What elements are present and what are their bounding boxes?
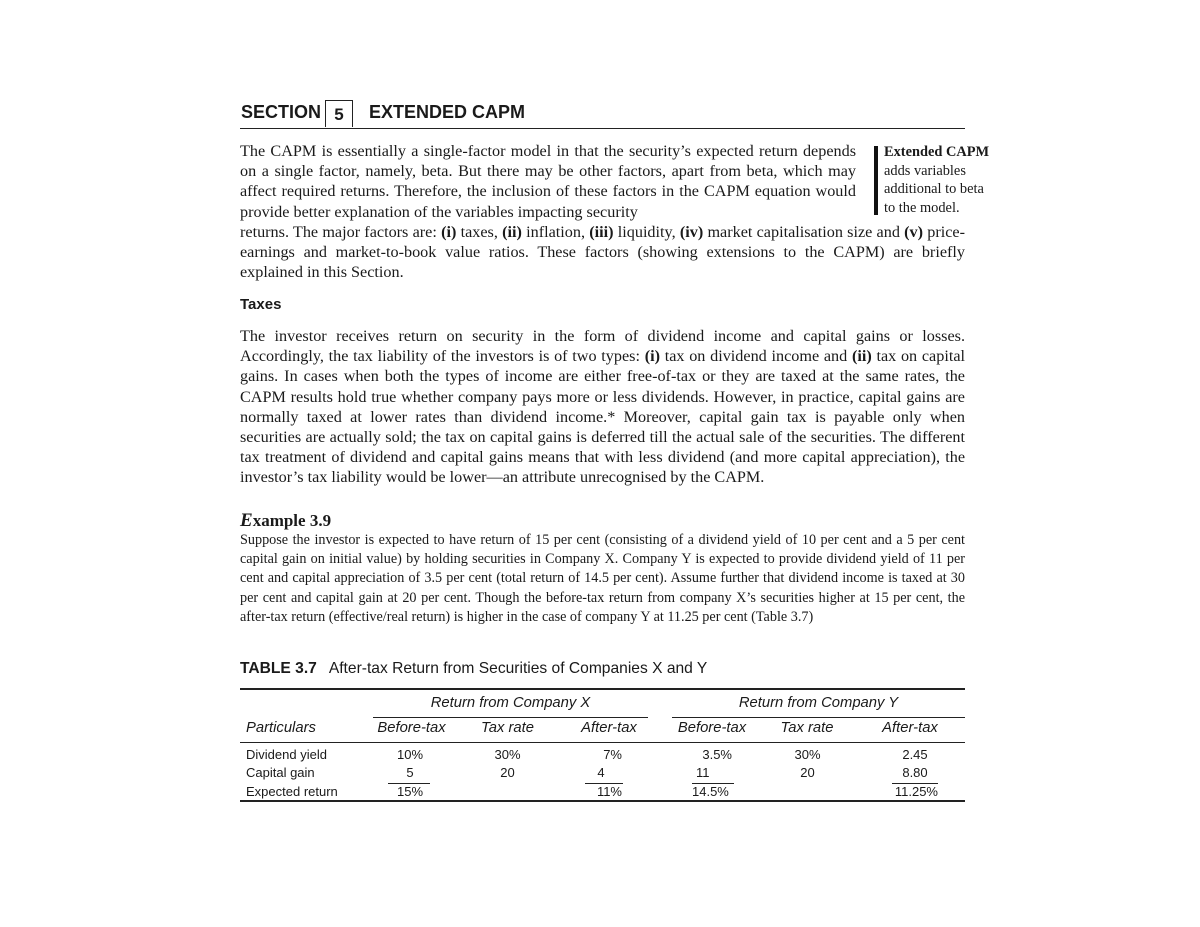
margin-note-title: Extended CAPM: [884, 144, 990, 160]
margin-note-line: adds variables: [884, 162, 966, 179]
margin-note-bar: [874, 146, 878, 215]
margin-note: [884, 143, 999, 217]
intro-paragraph-part1: The CAPM is essentially a single-factor model in that the security’s expected return depends on a single factor, namely, beta. But there may be other factors, apart from beta, which may affect required returns. Therefore, the inclusion of these factors in the CAPM equation would provide better explanation of the variables impacting security: [240, 142, 856, 221]
group-rule-x: [373, 717, 648, 718]
col-header-y-rate: Tax rate: [780, 720, 834, 736]
table-row-label: Expected return: [246, 784, 338, 799]
cell-x-rate: 20: [500, 765, 515, 780]
group-header-company-x: Return from Company X: [430, 695, 591, 711]
col-header-y-after: After-tax: [882, 720, 938, 736]
example-text: Suppose the investor is expected to have return of 15 per cent (consisting of a dividend yield of 10 per cent and a 5 per cent capital gain on initial value) by holding securities in Company X. Company Y is expected to provide dividend yield of 11 per cent and capital appreciation of 3.5 per cent (total return of 14.5 per cent). Assume further that dividend income is taxed at 30 per cent and capital gain at 20 per cent. Though the before-tax return from company X’s securities higher at 15 per cent, the after-tax return (effective/real return) is higher in the case of company Y at 11.25 per cent (Table 3.7): [240, 532, 965, 625]
example-heading: Example 3.9: [240, 510, 332, 531]
taxes-paragraph: The investor receives return on security in the form of dividend income and capital gains or losses. Accordingly, the tax liability of the investors is of two types: (i) tax on dividend income and (ii) tax on capital gains. In cases when both the types of income are either free-of-tax or they are taxed at the same rates, the CAPM results hold true whether company pays more or less dividends. However, in practice, capital gains are normally taxed at lower rates than dividend income.* Moreover, capital gain tax is payable only when securities are actually sold; the tax on capital gains is deferred till the actual sale of the securities. The different tax treatment of dividend and capital gains means that with less dividend (and more capital appreciation), the investor’s tax liability would be lower—an attribute unrecognised by the CAPM.: [240, 327, 966, 487]
table-row-label: Capital gain: [246, 765, 315, 780]
margin-note-line: to the model.: [884, 199, 960, 216]
cell-x-after: 7%: [603, 747, 622, 762]
cell-y-rate: 20: [800, 765, 815, 780]
cell-y-after: 8.80: [902, 765, 928, 780]
section-header: [240, 100, 965, 129]
col-header-x-before: Before-tax: [377, 720, 446, 736]
cell-x-rate: 30%: [494, 747, 521, 762]
cell-y-before: 11: [696, 765, 710, 780]
margin-note-line: additional to beta: [884, 181, 984, 197]
table-top-rule: [240, 688, 965, 690]
intro-paragraph-part2: returns. The major factors are: (i) taxes, (ii) inflation, (iii) liquidity, (iv) market capitalisation size and (v) price-earnings and market-to-book value ratios. These factors (showing extensions to the CAPM) are briefly explained in this Section.: [240, 223, 965, 282]
cell-x-after: 11%: [596, 784, 622, 799]
cell-y-before: 3.5%: [702, 747, 732, 762]
col-header-particulars: Particulars: [246, 720, 316, 736]
section-label: SECTION: [241, 102, 322, 122]
taxes-heading: Taxes: [240, 296, 282, 313]
group-header-company-y: Return from Company Y: [738, 695, 899, 711]
col-header-x-rate: Tax rate: [481, 720, 534, 736]
group-rule-y: [672, 717, 965, 718]
table-bottom-rule: [240, 800, 965, 802]
table-title: After-tax Return from Securities of Companies X and Y: [328, 660, 708, 677]
cell-x-before: 5: [406, 765, 414, 780]
cell-y-rate: 30%: [794, 747, 821, 762]
header-bottom-rule: [240, 742, 965, 743]
cell-x-before: 10%: [396, 747, 424, 762]
table-number: TABLE 3.7: [240, 660, 317, 677]
cell-y-before: 14.5%: [692, 784, 729, 799]
cell-y-after: 11.25%: [894, 784, 938, 799]
col-header-y-before: Before-tax: [677, 720, 747, 736]
cell-x-before: 15%: [396, 784, 424, 799]
section-number-box: 5: [325, 100, 353, 127]
cell-x-after: 4: [597, 765, 605, 780]
table-row-label: Dividend yield: [246, 747, 327, 762]
section-title: EXTENDED CAPM: [369, 102, 526, 122]
col-header-x-after: After-tax: [581, 720, 637, 736]
table-caption: [240, 660, 707, 678]
cell-y-after: 2.45: [902, 747, 928, 762]
